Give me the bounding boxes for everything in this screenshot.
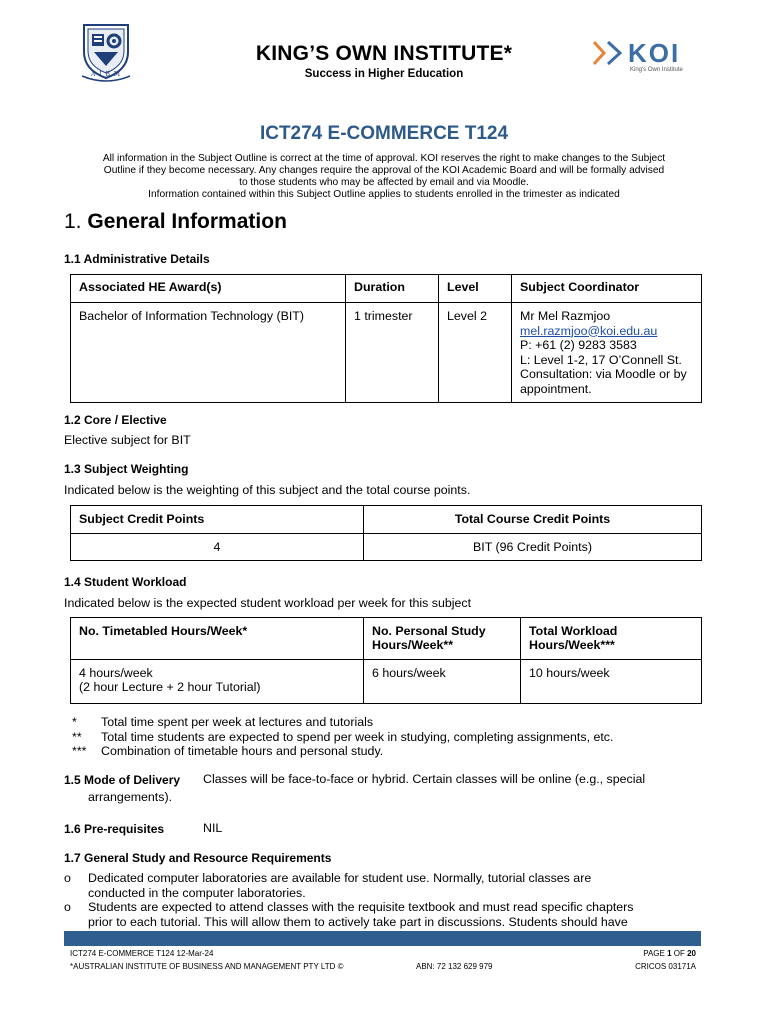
resources-heading: 1.7 General Study and Resource Requirements (64, 851, 332, 865)
list-line: Students are expected to attend classes with the requisite textbook and must read specific chapters (88, 900, 634, 914)
prereq-value: NIL (203, 821, 223, 835)
note-text: Combination of timetable hours and personal study. (101, 744, 384, 758)
workload-intro: Indicated below is the expected student workload per week for this subject (64, 596, 472, 610)
page-prefix: PAGE (643, 949, 668, 958)
weighting-heading: 1.3 Subject Weighting (64, 462, 189, 476)
duration-cell: 1 trimester (346, 303, 439, 403)
page-total: 20 (687, 949, 696, 958)
footer-bar (64, 931, 701, 946)
total-credit-value: BIT (96 Credit Points) (364, 534, 702, 561)
disclaimer-line: All information in the Subject Outline is correct at the time of approval. KOI reserves the right to make changes to the Subject (102, 153, 666, 164)
delivery-text-cont: arrangements). (88, 790, 173, 804)
list-item-text (88, 871, 591, 900)
timetabled-value (71, 660, 364, 704)
list-line: conducted in the computer laboratories. (88, 885, 306, 900)
institute-tagline: Success in Higher Education (304, 68, 464, 80)
admin-header-duration: Duration (346, 275, 439, 303)
page-current: 1 (667, 949, 672, 958)
section-heading (64, 210, 287, 234)
disclaimer-line: to those students who may be affected by email and via Moodle. (239, 177, 529, 188)
footer-cricos: CRICOS 03171A (635, 962, 696, 971)
coordinator-email-link[interactable]: mel.razmjoo@koi.edu.au (520, 323, 658, 338)
coordinator-name: Mr Mel Razmjoo (520, 309, 611, 323)
timetabled-header (71, 618, 364, 660)
admin-heading: 1.1 Administrative Details (64, 252, 210, 266)
footer-company: *AUSTRALIAN INSTITUTE OF BUSINESS AND MANAGEMENT PTY LTD © (70, 962, 344, 971)
koi-logo-subtext: King's Own Institute (630, 67, 683, 73)
workload-table (70, 617, 702, 704)
list-item (64, 900, 704, 929)
total-workload-header (521, 618, 702, 660)
value-line: (2 hour Lecture + 2 hour Tutorial) (79, 680, 261, 694)
admin-table (70, 274, 702, 403)
list-line: prior to each tutorial. This will allow them to actively take part in discussions. Students should have (88, 914, 628, 929)
footer-abn: ABN: 72 132 629 979 (416, 962, 493, 971)
disclaimer-line: Outline if they become necessary. Any changes require the approval of the KOI Academic Board and will be formally advised (103, 165, 665, 176)
admin-header-coordinator: Subject Coordinator (512, 275, 702, 303)
note-text: Total time spent per week at lectures and tutorials (101, 715, 374, 729)
coordinator-phone: P: +61 (2) 9283 3583 (520, 338, 637, 352)
coordinator-location: L: Level 1-2, 17 O’Connell St. (520, 352, 682, 367)
coordinator-consultation: appointment. (520, 381, 592, 396)
level-cell: Level 2 (439, 303, 512, 403)
list-line: Dedicated computer laboratories are available for student use. Normally, tutorial classes are (88, 871, 592, 885)
list-item-text (88, 900, 634, 929)
coordinator-cell (512, 303, 702, 403)
coordinator-consultation: Consultation: via Moodle or by (520, 367, 687, 381)
document-title: ICT274 E-COMMERCE T124 (259, 123, 509, 144)
header-line: No. Timetabled Hours/Week* (79, 624, 248, 638)
value-line: 4 hours/week (79, 666, 153, 680)
note-mark: ** (72, 729, 82, 744)
note-mark: * (72, 715, 77, 729)
bullet-icon: o (64, 871, 71, 885)
core-heading: 1.2 Core / Elective (64, 413, 167, 427)
core-text: Elective subject for BIT (64, 433, 191, 447)
admin-header-level: Level (439, 275, 512, 303)
weighting-table (70, 505, 702, 561)
total-workload-value: 10 hours/week (521, 660, 702, 704)
admin-header-award: Associated HE Award(s) (71, 275, 346, 303)
page-of: OF (671, 949, 688, 958)
section-title: General Information (87, 210, 287, 233)
koi-logo (590, 36, 700, 76)
credit-points-header: Subject Credit Points (71, 506, 364, 534)
workload-heading: 1.4 Student Workload (64, 575, 187, 589)
personal-study-value: 6 hours/week (364, 660, 521, 704)
header-line: Total Workload (529, 624, 618, 638)
disclaimer (60, 153, 708, 201)
koi-chevron-icon (590, 38, 624, 68)
disclaimer-line: Information contained within this Subject Outline applies to students enrolled in the trimester as indicated (148, 189, 620, 200)
delivery-text: Classes will be face-to-face or hybrid. Certain classes will be online (e.g., special (203, 772, 646, 786)
section-number: 1. (64, 210, 82, 233)
resources-list (64, 871, 704, 929)
header-line: Hours/Week*** (529, 638, 615, 652)
note-text: Total time students are expected to spend per week in studying, completing assignments, etc. (101, 729, 614, 744)
delivery-heading: 1.5 Mode of Delivery (64, 773, 181, 787)
header-line: Hours/Week** (372, 638, 454, 652)
credit-points-value: 4 (71, 534, 364, 561)
total-credit-header: Total Course Credit Points (364, 506, 702, 534)
koi-logo-text: KOI (628, 38, 681, 68)
institute-title: KING’S OWN INSTITUTE* (255, 42, 513, 65)
weighting-intro: Indicated below is the weighting of this subject and the total course points. (64, 483, 471, 497)
award-cell: Bachelor of Information Technology (BIT) (71, 303, 346, 403)
bullet-icon: o (64, 900, 71, 914)
footer-doc-ref: ICT274 E-COMMERCE T124 12-Mar-24 (70, 949, 214, 958)
personal-study-header (364, 618, 521, 660)
crest-text: A I B M (91, 71, 121, 78)
list-item (64, 871, 704, 900)
footer-page-number (643, 949, 696, 958)
header-line: No. Personal Study (372, 624, 486, 638)
note-mark: *** (72, 744, 87, 758)
prereq-heading: 1.6 Pre-requisites (64, 822, 165, 836)
